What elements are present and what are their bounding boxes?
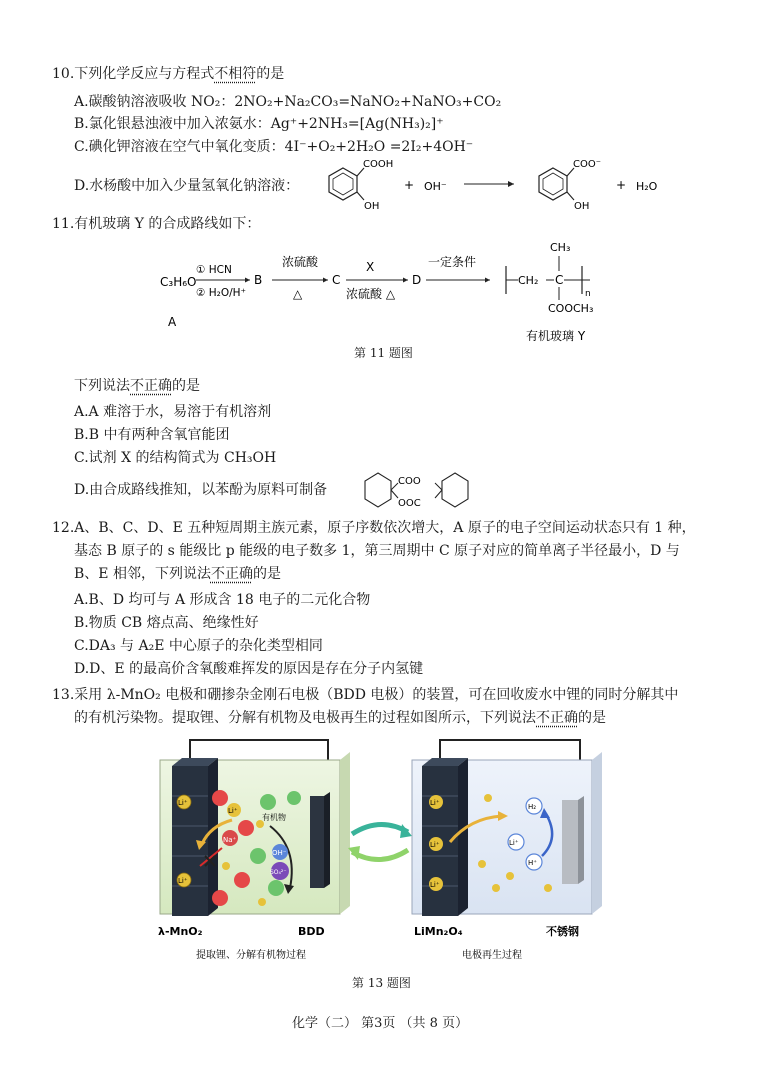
q11-sub-stem: 下列说法不正确的是 (74, 378, 200, 394)
q11-option-b: B.B 中有两种含氧官能团 (74, 427, 230, 443)
methyl-group: CH₃ (550, 241, 571, 254)
compound-c: C (332, 273, 341, 287)
q12-stem-line3: B、E 相邻，下列说法不正确的是 (74, 566, 281, 582)
extraction-cell (160, 740, 350, 916)
q10-option-a: A.碳酸钠溶液吸收 NO₂：2NO₂+Na₂CO₃=NaNO₂+NaNO₃+CO₂ (74, 94, 502, 110)
q11-option-a: A.A 难溶于水，易溶于有机溶剂 (74, 404, 272, 420)
q11-figure-caption: 第 11 题图 (354, 346, 413, 360)
q12-stem-line1: 12.A、B、C、D、E 五种短周期主族元素，原子序数依次增大，A 原子的电子空间运动状态只有 1 种， (52, 520, 696, 536)
sulfate-ion-label: SO₄²⁻ (270, 869, 287, 876)
ester-bottom-label: OOC (398, 498, 421, 509)
q11-cyclic-ester-structure (352, 470, 482, 512)
stainless-steel-label: 不锈钢 (546, 925, 579, 938)
right-process-caption: 电极再生过程 (462, 950, 522, 961)
product-y-label: 有机玻璃 Y (526, 329, 586, 343)
q12-option-c: C.DA₃ 与 A₂E 中心原子的杂化类型相同 (74, 638, 323, 654)
q11-option-c: C.试剂 X 的结构简式为 CH₃OH (74, 450, 277, 466)
li-ion-label-5: Li⁺ (430, 841, 440, 849)
oh-label: OH (364, 201, 380, 212)
step1-condition: ② H₂O/H⁺ (196, 287, 247, 299)
plus-sign: + (404, 178, 415, 192)
h2-label: H₂ (528, 803, 537, 811)
regeneration-cell (412, 740, 602, 916)
q12-stem-line2: 基态 B 原子的 s 能级比 p 能级的电子数多 1，第三周期中 C 原子对应的简单离子半径最小，D 与 (74, 543, 680, 559)
organic-label: 有机物 (262, 813, 286, 822)
limn2o4-label: LiMn₂O₄ (414, 925, 463, 938)
bdd-label: BDD (298, 925, 325, 938)
step2-reagent: 浓硫酸 (282, 255, 319, 269)
q11-stem: 11.有机玻璃 Y 的合成路线如下： (52, 216, 261, 232)
step4-condition: 一定条件 (428, 255, 477, 269)
li-ion-label-2: Li⁺ (178, 877, 188, 885)
step2-condition: △ (293, 287, 303, 301)
compound-b: B (254, 273, 263, 287)
oh-label-2: OH (574, 201, 590, 212)
h-ion-label: H⁺ (528, 859, 537, 867)
plus-sign-2: + (616, 178, 627, 192)
q11-option-d: D.由合成路线推知，以苯酚为原料可制备 (74, 482, 328, 498)
hydroxide-label: OH⁻ (424, 180, 447, 193)
step3-reagent: X (366, 260, 375, 274)
oh-ion-label: OH⁻ (272, 849, 287, 857)
compound-d: D (412, 273, 422, 287)
q10-salicylic-equation (318, 156, 678, 214)
cycle-arrows-icon (348, 824, 412, 860)
quaternary-carbon: C (555, 273, 564, 287)
step3-condition: 浓硫酸 △ (346, 287, 396, 301)
li-ion-label-7: Li⁺ (509, 839, 519, 847)
left-process-caption: 提取锂、分解有机物过程 (196, 950, 306, 961)
coo-label: COO⁻ (573, 159, 602, 170)
q11-synthesis-route (150, 236, 630, 348)
water-label: H₂O (636, 180, 658, 193)
q13-figure-caption: 第 13 题图 (352, 976, 411, 990)
ester-top-label: COO (398, 476, 421, 487)
compound-a-label: A (168, 315, 177, 329)
lambda-mno2-label: λ-MnO₂ (158, 925, 203, 938)
q10-option-d: D.水杨酸中加入少量氢氧化钠溶液： (74, 178, 300, 194)
li-ion-label-3: Li⁺ (228, 807, 238, 815)
q12-option-b: B.物质 CB 熔点高、绝缘性好 (74, 615, 259, 631)
li-ion-label-6: Li⁺ (430, 881, 440, 889)
q13-electrode-diagram (150, 738, 610, 966)
q13-stem-line1: 13.采用 λ-MnO₂ 电极和硼掺杂金刚石电极（BDD 电极）的装置，可在回收废水中锂的同时分解其中 (52, 687, 679, 703)
step1-reagent: ① HCN (196, 264, 232, 276)
ester-group: COOCH₃ (548, 302, 594, 315)
q12-option-a: A.B、D 均可与 A 形成含 18 电子的二元化合物 (74, 592, 371, 608)
q10-stem: 10.下列化学反应与方程式不相符的是 (52, 66, 285, 82)
q10-option-c: C.碘化钾溶液在空气中氧化变质：4I⁻+O₂+2H₂O =2I₂+4OH⁻ (74, 139, 474, 155)
page-footer: 化学（二） 第3页 （共 8 页） (292, 1016, 469, 1031)
compound-a-formula: C₃H₆O (160, 275, 197, 289)
q10-option-b: B.氯化银悬浊液中加入浓氨水：Ag⁺+2NH₃=[Ag(NH₃)₂]⁺ (74, 116, 444, 132)
repeat-n: n (585, 289, 591, 299)
li-ion-label-4: Li⁺ (430, 799, 440, 807)
q12-option-d: D.D、E 的最高价含氧酸难挥发的原因是存在分子内氢键 (74, 661, 424, 677)
q13-stem-line2: 的有机污染物。提取锂、分解有机物及电极再生的过程如图所示，下列说法不正确的是 (74, 710, 606, 726)
na-ion-label: Na⁺ (223, 836, 237, 844)
li-ion-label: Li⁺ (178, 799, 188, 807)
cooh-label: COOH (363, 159, 394, 170)
ch2-group: CH₂ (518, 274, 539, 287)
